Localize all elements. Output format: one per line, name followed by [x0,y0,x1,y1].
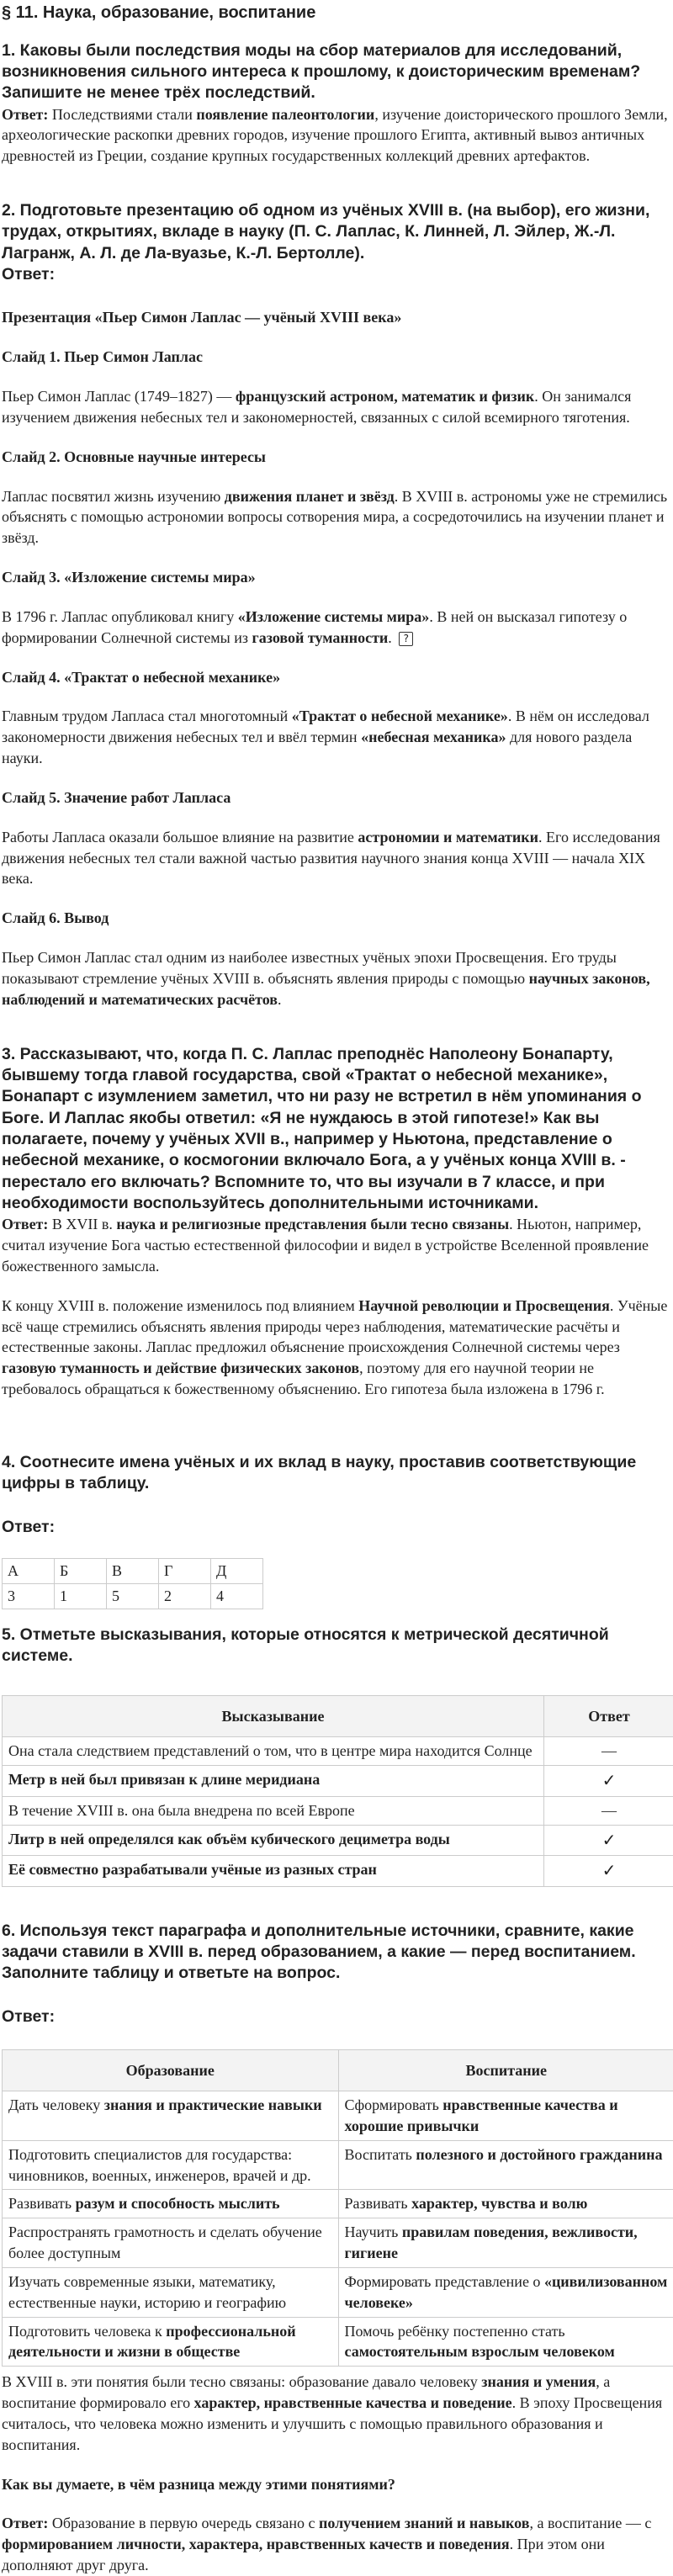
check-icon: ✓ [544,1825,673,1856]
slide-2-text: Лаплас посвятил жизнь изучению движения планет и звёзд. В XVIII в. астрономы уже не стремились объяснять с помощью астрономии вопросы сотворения мира, а сосредоточились на изучении планет и звёзд. [2,486,671,549]
table-row [3,2317,673,2367]
table-cell: Подготовить человека к профессиональной деятельности и жизни в обществе [3,2317,339,2367]
document [0,2,673,2576]
table-row [3,2190,673,2218]
table-cell: Развивать разум и способность мыслить [3,2190,339,2218]
table-cell: А [3,1558,55,1583]
question-1 [2,40,671,167]
table-header: Высказывание [3,1696,544,1737]
table-cell: Помочь ребёнку постепенно стать самостоятельным взрослым человеком [338,2317,673,2367]
question-6-subquestion: Как вы думаете, в чём разница между этими понятиями? [2,2474,671,2495]
table-row [3,1766,673,1797]
statement-text: Её совместно разрабатывали учёные из разных стран [3,1856,544,1887]
answer-label: Ответ: [2,1216,48,1232]
table-row [3,2091,673,2141]
table-row [3,1825,673,1856]
statement-mark: — [544,1796,673,1825]
question-5 [2,1625,671,1887]
table-cell: Дать человеку знания и практические навыки [3,2091,339,2141]
table-row [3,1796,673,1825]
slide-3-title: Слайд 3. «Изложение системы мира» [2,567,671,588]
answer-label: Ответ: [2,264,671,285]
comparison-table [2,2049,673,2367]
statements-table [2,1695,673,1886]
question-5-text: 5. Отметьте высказывания, которые относятся к метрической десятичной системе. [2,1625,671,1667]
table-header-row [3,1696,673,1737]
table-cell: Д [211,1558,263,1583]
question-3-answer-p1: Ответ: В XVII в. наука и религиозные представления были тесно связаны. Ньютон, например, считал изучение Бога частью естественной философии и видел в устройстве Вселенной проявление божественного замысла. [2,1214,671,1276]
table-cell: Изучать современные языки, математику, естественные науки, историю и географию [3,2267,339,2317]
presentation-title: Презентация «Пьер Симон Лаплас — учёный XVIII века» [2,307,671,328]
table-row [3,1856,673,1887]
slide-6-title: Слайд 6. Вывод [2,908,671,929]
matching-table [2,1558,263,1609]
table-cell: Научить правилам поведения, вежливости, гигиене [338,2218,673,2268]
table-cell: Распространять грамотность и сделать обучение более доступным [3,2218,339,2268]
slide-4-text: Главным трудом Лапласа стал многотомный «Трактат о небесной механике». В нём он исследовал закономерности движения небесных тел и ввёл термин «небесная механика» для нового раздела науки. [2,706,671,768]
check-icon: ✓ [544,1766,673,1797]
question-3-answer-p2: К концу XVIII в. положение изменилось под влиянием Научной революции и Просвещения. Учёные всё чаще стремились объяснять явления природы через наблюдения, математические расчёты и естественные законы. Лаплас предложил объяснение происхождения Солнечной системы через газовую туманность и действие физических законов, поэтому для его научной теории не требовалось обращаться к божественному объяснению. Его гипотеза была изложена в 1796 г. [2,1296,671,1400]
question-6-text: 6. Используя текст параграфа и дополнительные источники, сравните, какие задачи ставили в XVIII в. перед образованием, а какие — перед воспитанием. Заполните таблицу и ответьте на вопрос. [2,1921,671,1985]
table-cell: 2 [159,1583,211,1609]
table-cell: Подготовить специалистов для государства: чиновников, военных, инженеров, врачей и др. [3,2140,339,2190]
question-3-text: 3. Рассказывают, что, когда П. С. Лаплас преподнёс Наполеону Бонапарту, бывшему тогда главой государства, свой «Трактат о небесной механике», Бонапарт с изумлением заметил, что ни разу не встретил в нём упоминания о Боге. И Лаплас якобы ответил: «Я не нуждаюсь в этой гипотезе!» Как вы полагаете, почему у учёных XVII в., например у Ньютона, представление о небесной механике, о космогонии включало Бога, а у учёных конца XVIII в. - перестало его включать? Вспомните то, что вы изучали в 7 классе, и при необходимости воспользуйтесь дополнительными источниками. [2,1044,671,1215]
slide-5-title: Слайд 5. Значение работ Лапласа [2,787,671,808]
table-header: Образование [3,2050,339,2091]
question-4 [2,1452,671,1609]
question-2-text: 2. Подготовьте презентацию об одном из учёных XVIII в. (на выбор), его жизни, трудах, открытиях, вкладе в науку (П. С. Лаплас, К. Линней, Л. Эйлер, Ж.-Л. Лагранж, А. Л. де Ла-вуазье, К.-Л. Бертолле). [2,200,671,264]
question-mark-icon[interactable]: ? [399,632,413,646]
answer-label: Ответ: [2,2515,48,2531]
table-cell: 3 [3,1583,55,1609]
table-cell: Б [55,1558,107,1583]
statement-text: Метр в ней был привязан к длине меридиана [3,1766,544,1797]
table-header-row [3,1558,263,1583]
slide-5-text: Работы Лапласа оказали большое влияние на развитие астрономии и математики. Его исследования движения небесных тел стали важной частью развития научного знания конца XVIII — начала XIX века. [2,827,671,889]
question-4-text: 4. Соотнесите имена учёных и их вклад в науку, проставив соответствующие цифры в таблицу. [2,1452,671,1495]
question-2 [2,200,671,1010]
statement-text: Литр в ней определялся как объём кубического дециметра воды [3,1825,544,1856]
question-6 [2,1921,671,2576]
check-icon: ✓ [544,1856,673,1887]
statement-text: В течение XVIII в. она была внедрена по всей Европе [3,1796,544,1825]
table-row [3,1583,263,1609]
question-6-final-answer: Ответ: Образование в первую очередь связано с получением знаний и навыков, а воспитание — с формированием личности, характера, нравственных качеств и поведения. При этом они дополняют друг друга. [2,2513,671,2575]
answer-label: Ответ: [2,106,48,123]
table-header-row [3,2050,673,2091]
slide-2-title: Слайд 2. Основные научные интересы [2,447,671,468]
slide-3-text: В 1796 г. Лаплас опубликовал книгу «Изложение системы мира». В ней он высказал гипотезу о формировании Солнечной системы из газовой туманности. ? [2,607,671,649]
table-row [3,2140,673,2190]
question-3 [2,1044,671,1400]
table-row [3,2267,673,2317]
answer-label: Ответ: [2,2006,671,2027]
table-cell: Г [159,1558,211,1583]
question-1-text: 1. Каковы были последствия моды на сбор материалов для исследований, возникновения сильного интереса к прошлому, к доисторическим временам? Запишите не менее трёх последствий. [2,40,671,104]
table-header: Ответ [544,1696,673,1737]
table-cell: Сформировать нравственные качества и хорошие привычки [338,2091,673,2141]
slide-1-text: Пьер Симон Лаплас (1749–1827) — французский астроном, математик и физик. Он занимался изучением движения небесных тел и закономерностей, связанных с силой всемирного тяготения. [2,386,671,428]
slide-4-title: Слайд 4. «Трактат о небесной механике» [2,667,671,688]
table-row [3,1737,673,1766]
table-cell: 1 [55,1583,107,1609]
table-header: Воспитание [338,2050,673,2091]
table-cell: В [107,1558,159,1583]
table-cell: Воспитать полезного и достойного гражданина [338,2140,673,2190]
question-1-answer: Ответ: Последствиями стали появление палеонтологии, изучение доисторического прошлого Земли, археологические раскопки древних городов, изучение прошлого Египта, активный вывоз античных древностей из Греции, создание крупных государственных коллекций древних артефактов. [2,104,671,167]
page-title: § 11. Наука, образование, воспитание [2,2,671,25]
slide-1-title: Слайд 1. Пьер Симон Лаплас [2,347,671,368]
statement-mark: — [544,1737,673,1766]
question-6-summary: В XVIII в. эти понятия были тесно связаны: образование давало человеку знания и умения, а воспитание формировало его характер, нравственные качества и поведение. В эпоху Просвещения считалось, что человека можно изменить и улучшить с помощью правильного образования и воспитания. [2,2372,671,2455]
slide-6-text: Пьер Симон Лаплас стал одним из наиболее известных учёных эпохи Просвещения. Его труды показывают стремление учёных XVIII в. объяснять явления природы с помощью научных законов, наблюдений и математических расчётов. [2,947,671,1010]
table-cell: 4 [211,1583,263,1609]
table-cell: Формировать представление о «цивилизованном человеке» [338,2267,673,2317]
answer-label: Ответ: [2,1517,671,1538]
table-cell: Развивать характер, чувства и волю [338,2190,673,2218]
table-cell: 5 [107,1583,159,1609]
statement-text: Она стала следствием представлений о том, что в центре мира находится Солнце [3,1737,544,1766]
table-row [3,2218,673,2268]
